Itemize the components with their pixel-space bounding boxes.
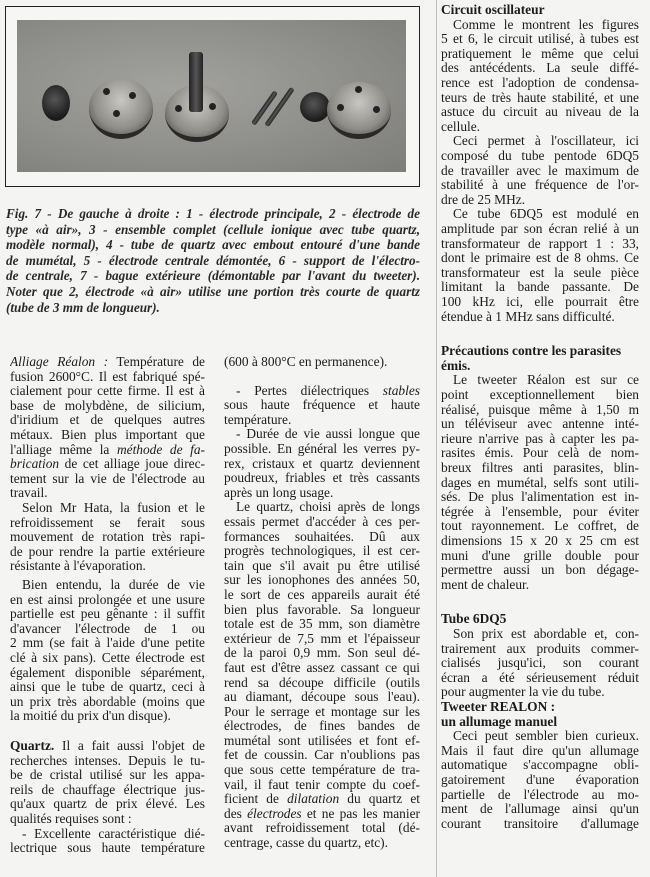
text-line: après un long usage.	[224, 485, 334, 500]
text-line: clé à six pans). Cette électrode est	[10, 650, 205, 665]
text-line: cialisés jusqu'ici, son courant	[441, 656, 639, 671]
air-electrode-disc	[89, 78, 153, 139]
text-line: sous haute fréquence et haute	[224, 398, 420, 413]
bold-text: Quartz.	[10, 739, 55, 753]
caption-line: de mumétal, 5 - électrode centrale démontée, 6 - support de l'électro-	[6, 252, 420, 268]
text-line: travail.	[10, 486, 48, 501]
text-line: écran a été sérieusement réduit	[441, 670, 639, 685]
section-heading	[441, 612, 639, 627]
text-line: avant refroidissement total (dé-	[224, 821, 420, 836]
text-line: centrage, casse du quartz, etc).	[224, 836, 388, 851]
text-line: résistante à l'évaporation.	[10, 559, 146, 574]
text-line: rieure n'arrive pas à capter les pa-	[441, 431, 639, 446]
italic-text: dilatation	[287, 792, 340, 807]
text-segment: de cet alliage joue direc-	[59, 457, 205, 472]
italic-text: méthode de fa-	[116, 442, 205, 457]
text-line: be de cristal utilisé sur les appa-	[10, 768, 205, 783]
text-line: Précautions contre les parasites	[441, 344, 622, 359]
central-electrode	[264, 87, 294, 128]
text-line: astuce du circuit au niveau de la	[441, 105, 639, 120]
text-line: limitant la bande passante. De	[441, 280, 639, 295]
text-line: breux filtres anti parasites, blin-	[441, 460, 639, 475]
section-heading	[441, 700, 639, 729]
text-line: Selon Mr Hata, la fusion et le	[22, 501, 205, 515]
text-line: Comme le montrent les figures	[453, 17, 639, 32]
text-line: fusion 2600°C. Il est fabriqué spé-	[10, 369, 205, 384]
text-line: mumétal sont utilisées et font ef-	[224, 733, 420, 748]
text-line: automatique s'accompagne obli-	[441, 758, 639, 773]
text-line: transformateur de rapport 1 : 33,	[441, 236, 639, 251]
figure-7-photo	[17, 20, 406, 172]
text-line: émis.	[441, 358, 471, 373]
section-heading	[441, 3, 639, 18]
text-segment: Il a fait aussi l'objet de	[54, 739, 205, 753]
text-line: rend sa découpe difficile (outils	[224, 675, 420, 690]
caption-line: type «à air», 3 - ensemble complet (cellule ionique avec tube quartz,	[6, 221, 420, 237]
text-segment: ficient de	[224, 792, 288, 807]
text-line	[10, 443, 205, 458]
text-line: (600 à 800°C en permanence).	[224, 355, 388, 369]
text-line: un téléviseur avec antenne inté-	[441, 417, 639, 432]
text-line: mouvement de rotation très rapi-	[10, 530, 205, 545]
text-line: dages en mumétal, selfs sont utili-	[441, 475, 639, 490]
assembly-tube	[189, 52, 203, 112]
text-line: tement sur la vie de l'électrode au	[10, 471, 205, 486]
text-line: partielle est peu gênante : il suffit	[10, 607, 205, 622]
text-line: un allumage manuel	[441, 714, 558, 729]
text-line: possible. En général les verres py-	[224, 441, 420, 456]
figure-7-frame	[5, 6, 420, 187]
text-segment: du quartz et	[339, 792, 420, 807]
text-line: dont le primaire est de 8 ohms. Ce	[441, 251, 639, 266]
text-line: teurs de très haute stabilité, et une	[441, 90, 639, 105]
column-divider	[436, 0, 437, 877]
text-segment: - Pertes diélectriques	[236, 383, 383, 398]
paragraph	[224, 355, 420, 370]
text-line: des antécédents. La seule diffé-	[441, 61, 639, 76]
text-line: Ceci peut sembler bien curieux.	[453, 729, 639, 744]
text-segment: des	[224, 806, 248, 821]
text-line: extérieur de 7,5 mm et l'épaisseur	[224, 631, 420, 646]
text-line: trairement aux produits commer-	[441, 641, 639, 656]
paragraph	[10, 578, 205, 724]
text-line: Tube 6DQ5	[441, 612, 507, 627]
text-line: faut est d'être assez cassant ce qui	[224, 660, 420, 675]
text-line: partielle de l'électrode au mo-	[441, 787, 639, 802]
text-line	[10, 739, 205, 754]
text-line: tain que s'il avait pu être utilisé	[224, 558, 420, 573]
text-line: qu'aux quartz de prix élevé. Les	[10, 797, 205, 812]
text-line: refroidissement se ferait sous	[10, 515, 205, 530]
text-line: courant transitoire d'allumage	[441, 816, 639, 831]
paragraph	[441, 18, 639, 135]
text-line: totale est de 35 mm, son diamètre	[224, 617, 420, 632]
text-line: rence est l'adoption de condensa-	[441, 75, 639, 90]
text-line: tégrée à l'ensemble, pour éviter	[441, 504, 639, 519]
caption-line: Noter que 2, électrode «à air» utilise une portion très courte de quartz	[6, 283, 420, 299]
text-line: transformateur est la seule pièce	[441, 265, 639, 280]
text-line: en est ainsi prolongée et une usure	[10, 592, 205, 607]
text-line: dre de 25 MHz.	[441, 192, 526, 207]
text-line	[10, 355, 205, 370]
text-line: la moitié du prix d'un disque).	[10, 709, 171, 724]
paragraph	[441, 207, 639, 324]
caption-line: (tube de 3 mm de longueur).	[6, 299, 160, 315]
paragraph	[441, 627, 639, 700]
text-line: cialement pour cette firme. Il est à	[10, 384, 205, 399]
text-line: dimensions 15 x 20 x 25 cm est	[441, 533, 639, 548]
caption-line: Fig. 7 - De gauche à droite : 1 - électrode principale, 2 - électrode de	[6, 206, 420, 221]
caption-line: de centrale, 7 - bague extérieure (démontable par l'avant du tweeter).	[6, 268, 420, 284]
text-line: Mais il faut dire qu'un allumage	[441, 743, 639, 758]
text-line: Le quartz, choisi après de longs	[236, 500, 420, 515]
text-line: de travailler avec le maximum de	[441, 163, 639, 178]
text-segment: Température de	[108, 355, 205, 369]
text-line: ainsi que le tube de quartz, ceci à	[10, 680, 205, 695]
text-line: fet de coussin. Car n'oublions pas	[224, 748, 420, 763]
text-line: un prix très abordable (moins que	[10, 694, 205, 709]
text-line: Pour le serrage et montage sur les	[224, 704, 420, 719]
text-line: gatoirement d'une évaporation	[441, 772, 639, 787]
text-line: 2 mm (se fait à l'aide d'une petite	[10, 636, 205, 651]
paragraph	[441, 373, 639, 592]
text-line: base de molybdène, de silicium,	[10, 398, 205, 413]
text-line: essais permet d'accéder à ces per-	[224, 514, 420, 529]
text-line: que sous cette température de tra-	[224, 763, 420, 778]
text-line: sés. De plus l'alimentation est in-	[441, 490, 639, 505]
text-line: qualités requises sont :	[10, 811, 132, 826]
electrode-support	[300, 92, 330, 122]
text-line: composé du tube pentode 6DQ5	[441, 148, 639, 163]
text-line: Ce tube 6DQ5 est modulé en	[453, 207, 639, 222]
text-line: rex, cristaux et quartz deviennent	[224, 456, 420, 471]
text-line: recherches intenses. Depuis le tu-	[10, 753, 205, 768]
text-line: pratiquement le même que celui	[441, 46, 639, 61]
text-line: stabilité à une fréquence de l'or-	[441, 178, 639, 193]
text-line: étendue à 1 MHz sans difficulté.	[441, 309, 615, 324]
text-line: d'avancer l'électrode de 1 ou	[10, 621, 205, 636]
text-line: électrodes, de fines bandes de	[224, 719, 420, 734]
italic-text: Alliage Réalon :	[10, 355, 109, 369]
text-line: point exceptionnellement bien	[441, 387, 639, 402]
text-line: de la paroi 0,9 mm. Son seul dé-	[224, 646, 420, 661]
text-line: poudreux, friables et très cassants	[224, 471, 420, 486]
text-line: au diamant, découpe sous l'eau).	[224, 690, 420, 705]
text-line: d'iridium et de quelques autres	[10, 413, 205, 428]
main-electrode-part	[42, 85, 70, 121]
text-line: Tweeter REALON :	[441, 700, 556, 714]
paragraph	[10, 501, 205, 574]
paragraph	[224, 500, 420, 850]
text-line: permettre aussi un bon dégage-	[441, 563, 639, 578]
text-line: de pour rendre la partie extérieure	[10, 544, 205, 559]
paragraph	[224, 427, 420, 500]
text-line: ment de l'allumage ainsi qu'un	[441, 802, 639, 817]
text-line	[10, 457, 205, 472]
text-line: amplitude par son écran relié à un	[441, 221, 639, 236]
paragraph	[10, 827, 205, 856]
text-line: métaux. Bien plus important que	[10, 427, 205, 442]
paragraph	[10, 739, 205, 827]
text-line: - Durée de vie aussi longue que	[236, 427, 420, 442]
italic-text: électrodes	[247, 806, 302, 821]
italic-text: brication	[10, 457, 60, 472]
text-line: Le tweeter Réalon est sur ce	[453, 373, 639, 388]
text-line	[224, 807, 420, 822]
text-line: cellule.	[441, 119, 481, 134]
outer-ring-disc	[327, 82, 391, 139]
text-line: Son prix est abordable et, con-	[453, 627, 639, 641]
figure-caption	[6, 206, 420, 315]
quartz-tube	[251, 90, 278, 126]
caption-line: modèle normal), 4 - tube de quartz avec embout entouré d'une bande	[6, 237, 420, 253]
text-line: Ceci permet à l'oscillateur, ici	[453, 134, 639, 149]
text-line: le sort de ces appareils aurait été	[224, 587, 420, 602]
text-line: reils de chauffage électrique jus-	[10, 782, 205, 797]
text-line: 100 kHz ici, elle pourrait être	[441, 294, 639, 309]
paragraph	[224, 384, 420, 428]
section-heading	[441, 344, 639, 373]
text-line: réalisé, puisque même à 1,50 m	[441, 402, 639, 417]
text-line: ment de chaleur.	[441, 577, 530, 592]
text-line: formances souhaitées. Dû aux	[224, 529, 420, 544]
italic-text: stables	[382, 383, 420, 398]
text-line: Circuit oscillateur	[441, 3, 545, 17]
text-line: rasites émis. Pour celà de nom-	[441, 446, 639, 461]
text-line	[224, 792, 420, 807]
text-line: lectrique sous haute température	[10, 841, 205, 856]
paragraph	[441, 134, 639, 207]
text-line: muni d'une grille double pour	[441, 548, 639, 563]
text-line: également disponible séparément,	[10, 665, 205, 680]
text-line: pour augmenter la vie du tube.	[441, 685, 605, 700]
text-line: - Excellente caractéristique dié-	[22, 826, 205, 841]
text-line: tout rayonnement. Le coffret, de	[441, 519, 639, 534]
paragraph	[441, 729, 639, 831]
text-line: température.	[224, 412, 292, 427]
text-line: progrès technologiques, il est cer-	[224, 544, 420, 559]
text-line: Bien entendu, la durée de vie	[22, 578, 205, 592]
text-line: sur les ionophones des années 50,	[224, 573, 420, 588]
text-line: 5 et 6, le circuit utilisé, à tubes est	[441, 32, 639, 47]
text-segment: l'alliage même la	[10, 442, 117, 457]
paragraph	[10, 355, 205, 501]
text-segment: et ne pas les manier	[301, 806, 420, 821]
text-line: vail, il faut tenir compte du coef-	[224, 777, 420, 792]
text-line	[224, 384, 420, 399]
text-line: bien plus favorable. Sa longueur	[224, 602, 420, 617]
